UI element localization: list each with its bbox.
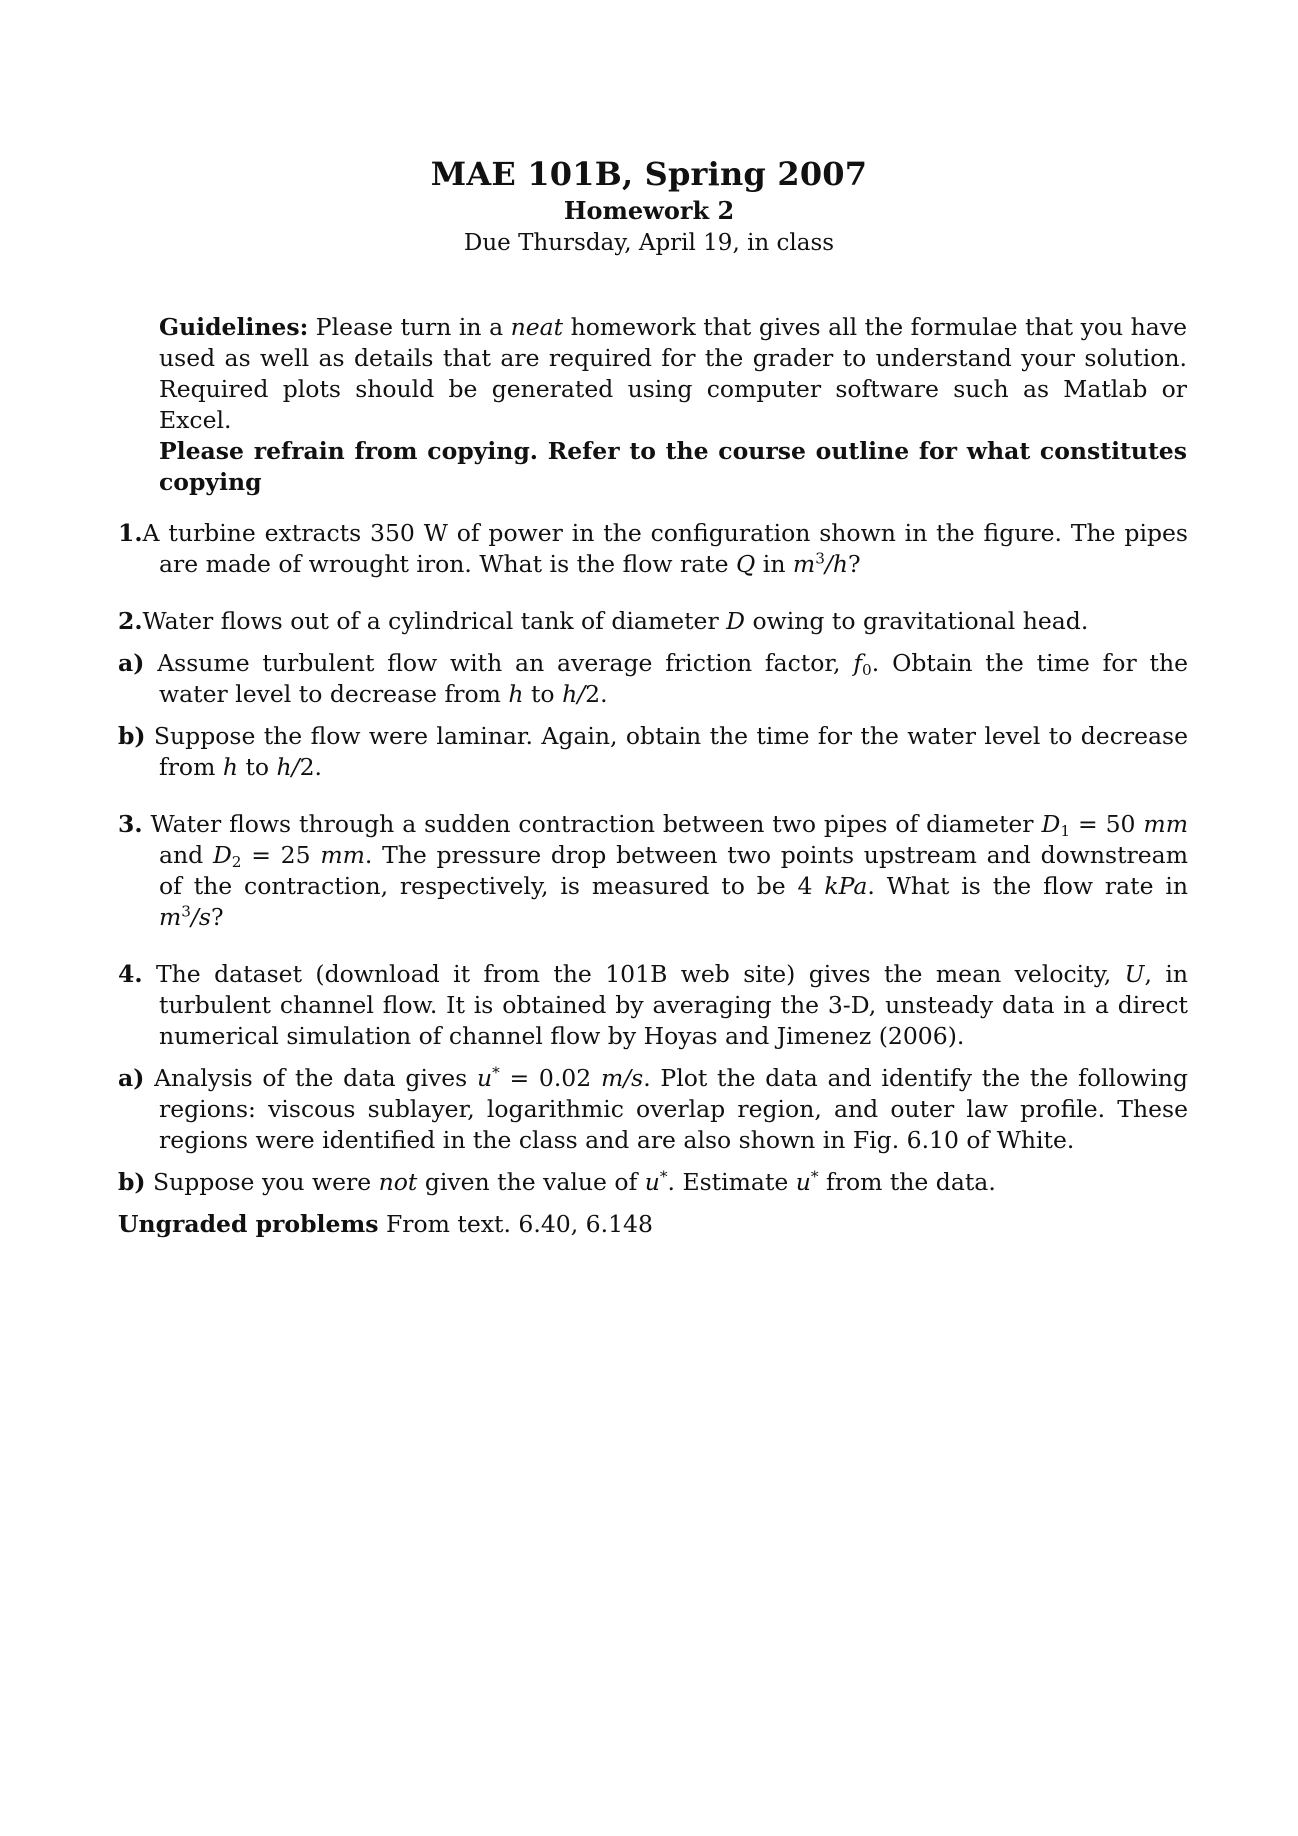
problem-1-text: A turbine extracts 350 W of power in the configuration shown in the figure. The pipes are made of wrought iron. What is the flow rate [142,519,1188,578]
problem-2a-to: to [523,680,563,708]
problem-3-unit-m: m [159,903,182,931]
problem-2b-h2: h/ [276,753,300,781]
problem-4a-u: u [476,1064,493,1092]
problem-3-mm2: mm [320,841,365,869]
problem-2b-two: 2. [299,753,323,781]
problem-2-text-1: Water flows out of a cylindrical tank of diameter [142,607,727,635]
problem-2-number: 2. [118,607,143,635]
problem-4a [118,1063,1188,1156]
problem-2a-h2: h/ [562,680,586,708]
guidelines-label: Guidelines: [159,313,309,341]
problem-2 [118,606,1188,637]
problem-3-text-1: Water flows through a sudden contraction between two pipes of diameter [142,810,1042,838]
due-date: Due Thursday, April 19, in class [463,230,835,256]
problem-4b-star1: * [659,1167,668,1186]
problem-4a-star: * [492,1063,500,1082]
guidelines-text-2: homework that gives all the formulae that you have used as well as details that are required for the grader to understand your solution. Required plots should be generated using computer software such as Matlab or Excel. [159,313,1187,434]
guidelines-copying-notice: Please refrain from copying. Refer to the course outline for what constitutes copying [159,437,1187,496]
problem-3-text-3: . What is the flow rate in [867,872,1188,900]
problem-4a-ms: m/s [600,1064,644,1092]
problem-1-in: in [755,550,793,578]
problem-3 [118,809,1188,933]
document-title: MAE 101B, Spring 2007 [430,155,868,193]
problem-list [118,518,1188,1240]
problem-4-text-2: , in turbulent channel flow. It is obtained by averaging the 3-D, unsteady data in a direct numerical simulation of channel flow by Hoyas and Jimenez (2006). [159,960,1188,1050]
guidelines-text-1: Please turn in a [308,313,511,341]
problem-4b-not: not [378,1168,418,1196]
problem-2b [118,721,1188,783]
problem-4a-text-2: . Plot the data and identify the the following regions: viscous sublayer, logarithmic overlap region, and outer law profile. These regions were identified in the class and are also shown in Fig. 6.10 of White. [159,1064,1188,1154]
problem-2-text-2: owing to gravitational head. [745,607,1089,635]
problem-4b-label: b) [118,1168,146,1196]
problem-4-u: U [1124,960,1145,988]
problem-1-unit-m: m [792,550,816,578]
problem-3-text-2: . The pressure drop between two points upstream and downstream of the contraction, respectively, is measured to be 4 [159,841,1188,900]
problem-4b-text-1: Suppose you were [145,1168,379,1196]
problem-4-number: 4. [118,960,143,988]
problem-4b-text-3: . Estimate [667,1168,796,1196]
ungraded-text: From text. 6.40, 6.148 [378,1210,653,1238]
problem-3-d2: D [212,841,232,869]
problem-2b-label: b) [118,722,146,750]
ungraded-label: Ungraded problems [118,1210,379,1238]
guidelines-neat: neat [510,313,564,341]
ungraded-problems [118,1209,1188,1240]
problem-2a-two: 2. [585,680,608,708]
guidelines-section [159,312,1187,498]
problem-3-unit-exp: 3 [181,902,192,921]
problem-4b [118,1167,1188,1198]
problem-3-eq1: = 50 [1070,810,1144,838]
problem-2a-text-2: . Obtain the time for the water level to decrease from [159,649,1188,708]
problem-3-mm1: mm [1143,810,1188,838]
problem-4a-eq: = 0.02 [499,1064,601,1092]
problem-4b-u2: u [795,1168,811,1196]
problem-2b-to: to [237,753,277,781]
problem-1-q: Q [736,550,756,578]
problem-4a-text-1: Analysis of the data gives [144,1064,477,1092]
problem-4b-star2: * [810,1167,819,1186]
problem-3-and: and [159,841,213,869]
problem-3-number: 3. [118,810,143,838]
problem-4 [118,959,1188,1052]
problem-1-number: 1. [118,519,143,547]
problem-2a-label: a) [118,649,145,677]
problem-2a-f: f [853,649,863,677]
problem-2b-text-1: Suppose the flow were laminar. Again, obtain the time for the water level to decrease from [145,722,1188,781]
problem-2a-f-sub: 0 [862,660,872,679]
problem-1-unit-h: /h [824,550,848,578]
problem-1 [118,518,1188,580]
problem-3-d1: D [1041,810,1061,838]
problem-2a-h1: h [508,680,524,708]
problem-1-end: ? [848,550,861,578]
problem-3-kpa: kPa [824,872,868,900]
problem-4b-text-2: given the value of [417,1168,645,1196]
problem-3-eq2: = 25 [241,841,321,869]
problem-3-d1-sub: 1 [1060,821,1071,840]
problem-4-text-1: The dataset (download it from the 101B web site) gives the mean velocity, [142,960,1125,988]
document-subtitle: Homework 2 [563,196,735,225]
problem-3-d2-sub: 2 [231,852,242,871]
problem-3-unit-s: /s [191,903,211,931]
problem-2b-h1: h [222,753,238,781]
problem-4b-u1: u [644,1168,660,1196]
problem-4a-label: a) [118,1064,145,1092]
problem-1-unit-exp: 3 [815,549,825,568]
problem-2-d: D [726,607,746,635]
problem-4b-text-4: from the data. [818,1168,996,1196]
problem-3-end: ? [211,903,224,931]
problem-2a-text-1: Assume turbulent flow with an average friction factor, [144,649,854,677]
problem-2a [118,648,1188,710]
